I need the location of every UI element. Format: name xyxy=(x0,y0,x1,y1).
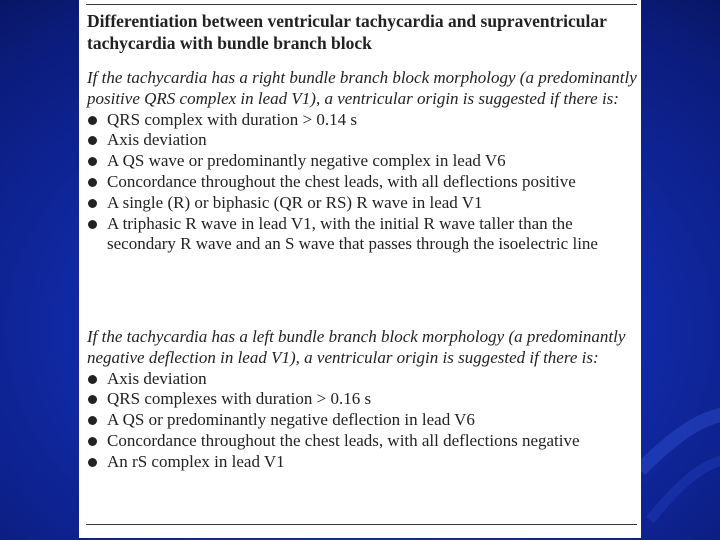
lbbb-intro: If the tachycardia has a left bundle branch block morphology (a predominantly negative deflection in lead V1), a ventricular origin is suggested if there is: xyxy=(87,327,626,367)
bullet-icon xyxy=(88,458,97,467)
criterion-text: An rS complex in lead V1 xyxy=(107,451,285,471)
criterion-text: A QS or predominantly negative deflection in lead V6 xyxy=(107,410,475,430)
list-item xyxy=(87,452,639,473)
bullet-icon xyxy=(88,220,97,229)
list-item xyxy=(87,410,639,431)
bullet-icon xyxy=(88,437,97,446)
lbbb-criteria-list xyxy=(87,369,639,473)
document-card xyxy=(79,0,641,538)
list-item xyxy=(87,369,639,390)
bullet-icon xyxy=(88,375,97,384)
bottom-rule xyxy=(86,524,637,525)
criterion-text: QRS complex with duration > 0.14 s xyxy=(107,109,357,129)
criterion-text: Axis deviation xyxy=(107,368,207,388)
list-item xyxy=(87,193,639,214)
rbbb-intro: If the tachycardia has a right bundle branch block morphology (a predominantly positive QRS complex in lead V1), a ventricular origin is suggested if there is: xyxy=(87,68,637,108)
lbbb-section xyxy=(87,327,639,473)
bullet-icon xyxy=(88,178,97,187)
list-item xyxy=(87,130,639,151)
bullet-icon xyxy=(88,157,97,166)
bullet-icon xyxy=(88,199,97,208)
list-item xyxy=(87,110,639,131)
bullet-icon xyxy=(88,416,97,425)
criterion-text: A QS wave or predominantly negative complex in lead V6 xyxy=(107,151,506,171)
criterion-text: A single (R) or biphasic (QR or RS) R wave in lead V1 xyxy=(107,192,483,212)
criterion-text: QRS complexes with duration > 0.16 s xyxy=(107,389,372,409)
criterion-text: Concordance throughout the chest leads, with all deflections negative xyxy=(107,430,580,450)
top-rule xyxy=(86,4,637,5)
criterion-text: Concordance throughout the chest leads, with all deflections positive xyxy=(107,171,576,191)
list-item xyxy=(87,172,639,193)
rbbb-section xyxy=(87,68,639,255)
document-title: Differentiation between ventricular tachycardia and supraventricular tachycardia with bundle branch block xyxy=(87,11,607,53)
list-item xyxy=(87,431,639,452)
bullet-icon xyxy=(88,395,97,404)
list-item xyxy=(87,389,639,410)
bullet-icon xyxy=(88,136,97,145)
criterion-text: A triphasic R wave in lead V1, with the initial R wave taller than the secondary R wave and an S wave that passes through the isoelectric line xyxy=(107,213,598,254)
criterion-text: Axis deviation xyxy=(107,130,207,150)
list-item xyxy=(87,151,639,172)
bullet-icon xyxy=(88,116,97,125)
rbbb-criteria-list xyxy=(87,110,639,256)
list-item xyxy=(87,214,639,256)
